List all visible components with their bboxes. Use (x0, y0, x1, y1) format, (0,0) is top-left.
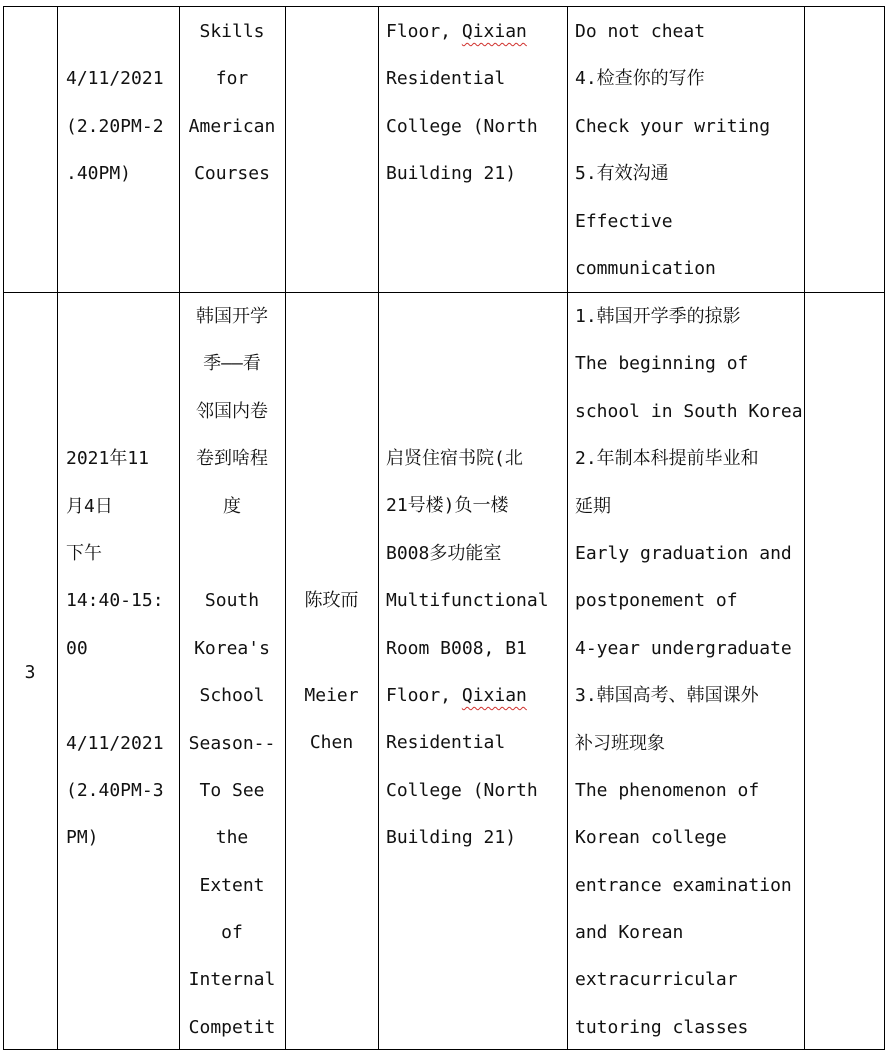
row-number: 3 (24, 662, 36, 683)
content-line: 2.年制本科提前毕业和 (575, 448, 759, 470)
date-line: PM) (66, 827, 99, 849)
venue-line: College (North (386, 115, 538, 137)
venue-line: Residential (386, 732, 506, 754)
topic-line: School (199, 685, 265, 707)
column-divider (378, 6, 379, 1050)
content-line: Korean college (575, 827, 727, 849)
speaker-line: Chen (309, 732, 354, 754)
topic-line: 季——看 (203, 353, 261, 375)
venue-line: Building 21) (386, 163, 517, 185)
content-line: Do not cheat (575, 21, 706, 42)
content-line: 4.检查你的写作 (575, 68, 705, 90)
content-line: Effective (575, 210, 673, 232)
content-line: Check your writing (575, 115, 771, 137)
topic-line: Korea's (194, 637, 270, 659)
topic-line: Season-- (188, 732, 276, 754)
topic-line (180, 530, 284, 577)
table-border-left (3, 6, 4, 1050)
topic-line: American (188, 115, 276, 137)
content-line: Early graduation and (575, 542, 792, 564)
venue-line: Floor, Qixian (386, 684, 527, 706)
date-line (66, 388, 178, 435)
content-line: tutoring classes (575, 1016, 749, 1038)
content-cell (575, 293, 803, 1051)
date-cell (66, 293, 178, 862)
venue-line: Room B008, B1 (386, 637, 527, 659)
date-line (66, 340, 178, 387)
date-line: (2.20PM-2 (66, 115, 164, 137)
venue-cell (386, 8, 566, 198)
content-line: 3.韩国高考、韩国课外 (575, 685, 759, 707)
content-line: 1.韩国开学季的掠影 (575, 306, 741, 327)
date-line: 4/11/2021 (66, 732, 164, 754)
content-line: postponement of (575, 590, 738, 612)
topic-line: of (221, 922, 243, 944)
topic-line: Courses (194, 163, 270, 185)
venue-line: B008多功能室 (386, 542, 502, 564)
topic-line: 邻国内卷 (196, 400, 268, 422)
column-divider (567, 6, 568, 1050)
topic-line: 韩国开学 (196, 306, 268, 327)
column-divider (285, 6, 286, 1050)
content-line: communication (575, 257, 716, 279)
date-line: .40PM) (66, 163, 132, 185)
topic-line: Competit (188, 1016, 276, 1038)
speaker-line (286, 624, 377, 671)
venue-line: Residential (386, 68, 506, 90)
column-divider (804, 6, 805, 1050)
content-line: 补习班现象 (575, 732, 665, 754)
topic-line: 卷到啥程 (196, 448, 268, 470)
topic-cell (180, 8, 284, 198)
content-line: school in South Korea (575, 400, 803, 422)
date-line: 14:40-15: (66, 590, 164, 612)
venue-line: 启贤住宿书院(北 (386, 448, 523, 469)
date-line: 下午 (66, 542, 102, 564)
content-line: entrance examination (575, 874, 792, 896)
speaker-line: 陈玫而 (304, 590, 359, 611)
venue-line: Floor, Qixian (386, 21, 527, 42)
content-line: The beginning of (575, 353, 749, 375)
venue-cell (386, 435, 566, 862)
content-line: 4-year undergraduate (575, 637, 792, 659)
spellcheck-marked-word: Qixian (461, 21, 527, 42)
date-cell (66, 8, 178, 198)
date-line: (2.40PM-3 (66, 779, 164, 801)
venue-line: Multifunctional (386, 590, 549, 612)
content-line: 5.有效沟通 (575, 163, 669, 185)
topic-line: To See (199, 779, 265, 801)
topic-line: Skills (199, 21, 265, 42)
venue-line: 21号楼)负一楼 (386, 495, 509, 517)
topic-line: South (204, 590, 260, 612)
topic-line: for (215, 68, 249, 90)
content-line: and Korean (575, 922, 684, 944)
topic-line: 度 (223, 495, 241, 517)
row-divider (3, 6, 885, 7)
date-line (66, 672, 178, 719)
date-line: 00 (66, 637, 88, 659)
date-line: 月4日 (66, 495, 113, 517)
date-line (66, 293, 178, 340)
content-cell (575, 8, 803, 292)
topic-cell (180, 293, 284, 1051)
speaker-line: Meier (304, 684, 359, 706)
speaker-cell (286, 577, 377, 767)
content-line: The phenomenon of (575, 779, 760, 801)
topic-line: the (215, 827, 249, 849)
date-line: 4/11/2021 (66, 68, 164, 90)
column-divider (57, 6, 58, 1050)
venue-line: Building 21) (386, 827, 517, 849)
content-line: extracurricular (575, 969, 738, 991)
date-line: 2021年11 (66, 448, 150, 470)
topic-line: Internal (188, 969, 276, 991)
row-number-cell (4, 649, 56, 696)
spellcheck-marked-word: Qixian (461, 684, 527, 706)
content-line: 延期 (575, 495, 611, 517)
date-line (66, 8, 178, 55)
table-border-right (884, 6, 885, 1050)
venue-line: College (North (386, 779, 538, 801)
topic-line: Extent (199, 874, 265, 896)
